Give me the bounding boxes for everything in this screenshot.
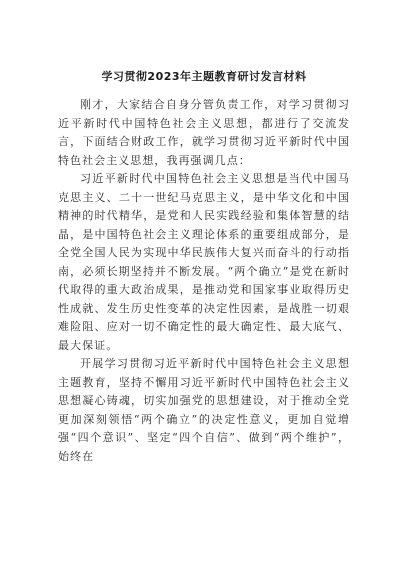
paragraph-thought: 习近平新时代中国特色社会主义思想是当代中国马克思主义、二十一世纪马克思主义，是中华文化和中国精神的时代精华，是党和人民实践经验和集体智慧的结晶，是中国特色社会主义理论体系的重要组成部分，是全党全国人民为实现中华民族伟大复兴而奋斗的行动指南，必须长期坚持并不断发展。“两个确立”是党在新时代取得的重大政治成果，是推动党和国家事业取得历史性成就、发生历史性变革的决定性因素，是战胜一切艰难险阻、应对一切不确定性的最大确定性、最大底气、最大保证。	[58, 172, 350, 352]
paragraph-intro: 刚才，大家结合自身分管负责工作，对学习贯彻习近平新时代中国特色社会主义思想，都进行了交流发言，下面结合财政工作，就学习贯彻习近平新时代中国特色社会主义思想，我再强调几点：	[58, 98, 350, 167]
document-body	[58, 96, 350, 466]
paragraph-education: 开展学习贯彻习近平新时代中国特色社会主义思想主题教育，坚持不懈用习近平新时代中国特色社会主义思想凝心铸魂，切实加强党的思想建设，对于推动全党更加深刻领悟“两个确立”的决定性意义，更加自觉增强“四个意识”、坚定“四个自信”、做到“两个维护”，始终在	[58, 357, 350, 463]
document-title: 学习贯彻2023年主题教育研讨发言材料	[101, 70, 307, 83]
